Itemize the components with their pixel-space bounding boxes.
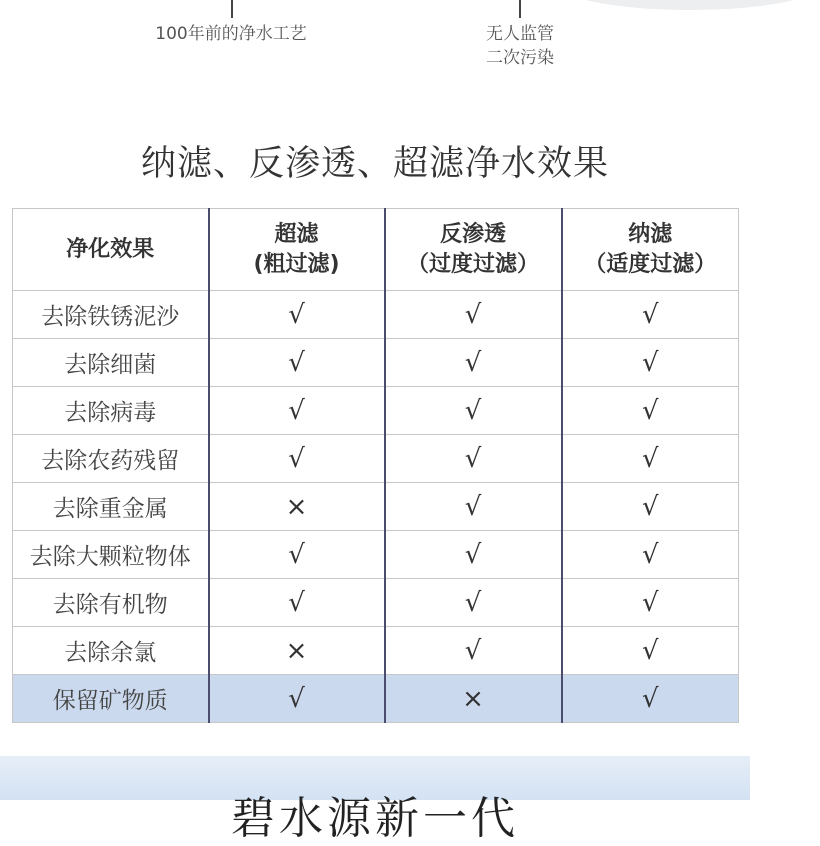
check-icon: √ [385,627,562,675]
row-label: 去除有机物 [13,579,209,627]
check-icon: √ [562,483,739,531]
header-label: 纳滤 [628,221,673,247]
row-label: 去除余氯 [13,627,209,675]
table-row [13,435,739,483]
caption-unsupervised-line1: 无人监管 [486,24,554,44]
cloud-graphic [560,0,820,10]
table-row [13,291,739,339]
check-icon: √ [385,291,562,339]
next-section-banner [0,756,750,844]
check-icon: √ [562,531,739,579]
header-label: 净化效果 [66,236,155,262]
header-sublabel: （过度过滤） [406,251,539,277]
next-section-title: 碧水源新一代 [231,793,519,844]
cross-icon: × [385,675,562,723]
check-icon: √ [562,339,739,387]
check-icon: √ [562,627,739,675]
header-nanofiltration [562,209,739,291]
check-icon: √ [385,435,562,483]
header-ultrafiltration [209,209,385,291]
table-row [13,579,739,627]
check-icon: √ [209,531,385,579]
check-icon: √ [209,291,385,339]
table-row [13,387,739,435]
check-icon: √ [385,339,562,387]
caption-unsupervised-line2: 二次污染 [486,48,554,68]
row-label: 去除病毒 [13,387,209,435]
row-label: 去除农药残留 [13,435,209,483]
table-row [13,675,739,723]
check-icon: √ [562,435,739,483]
row-label: 去除大颗粒物体 [13,531,209,579]
check-icon: √ [385,579,562,627]
row-label: 去除铁锈泥沙 [13,291,209,339]
header-label: 反渗透 [439,221,506,247]
left-pointer-line [231,0,233,18]
check-icon: √ [209,387,385,435]
header-reverse-osmosis [385,209,562,291]
check-icon: √ [562,387,739,435]
check-icon: √ [562,579,739,627]
check-icon: √ [209,675,385,723]
section-heading: 纳滤、反渗透、超滤净水效果 [140,144,609,184]
header-sublabel: (粗过滤) [253,251,340,277]
table-row [13,339,739,387]
table-row [13,483,739,531]
table-header-row [13,209,739,291]
caption-unsupervised [470,22,570,70]
row-label: 去除重金属 [13,483,209,531]
check-icon: √ [209,339,385,387]
row-label: 保留矿物质 [13,675,209,723]
cross-icon: × [209,483,385,531]
table-row [13,531,739,579]
comparison-table [12,208,739,723]
check-icon: √ [209,435,385,483]
check-icon: √ [209,579,385,627]
table-row [13,627,739,675]
check-icon: √ [562,291,739,339]
header-sublabel: （适度过滤） [584,251,717,277]
check-icon: √ [385,531,562,579]
cross-icon: × [209,627,385,675]
check-icon: √ [562,675,739,723]
check-icon: √ [385,387,562,435]
header-effect [13,209,209,291]
header-label: 超滤 [274,221,319,247]
right-pointer-line [519,0,521,18]
check-icon: √ [385,483,562,531]
top-illustration-strip [0,0,750,100]
row-label: 去除细菌 [13,339,209,387]
caption-old-process: 100年前的净水工艺 [155,24,307,44]
